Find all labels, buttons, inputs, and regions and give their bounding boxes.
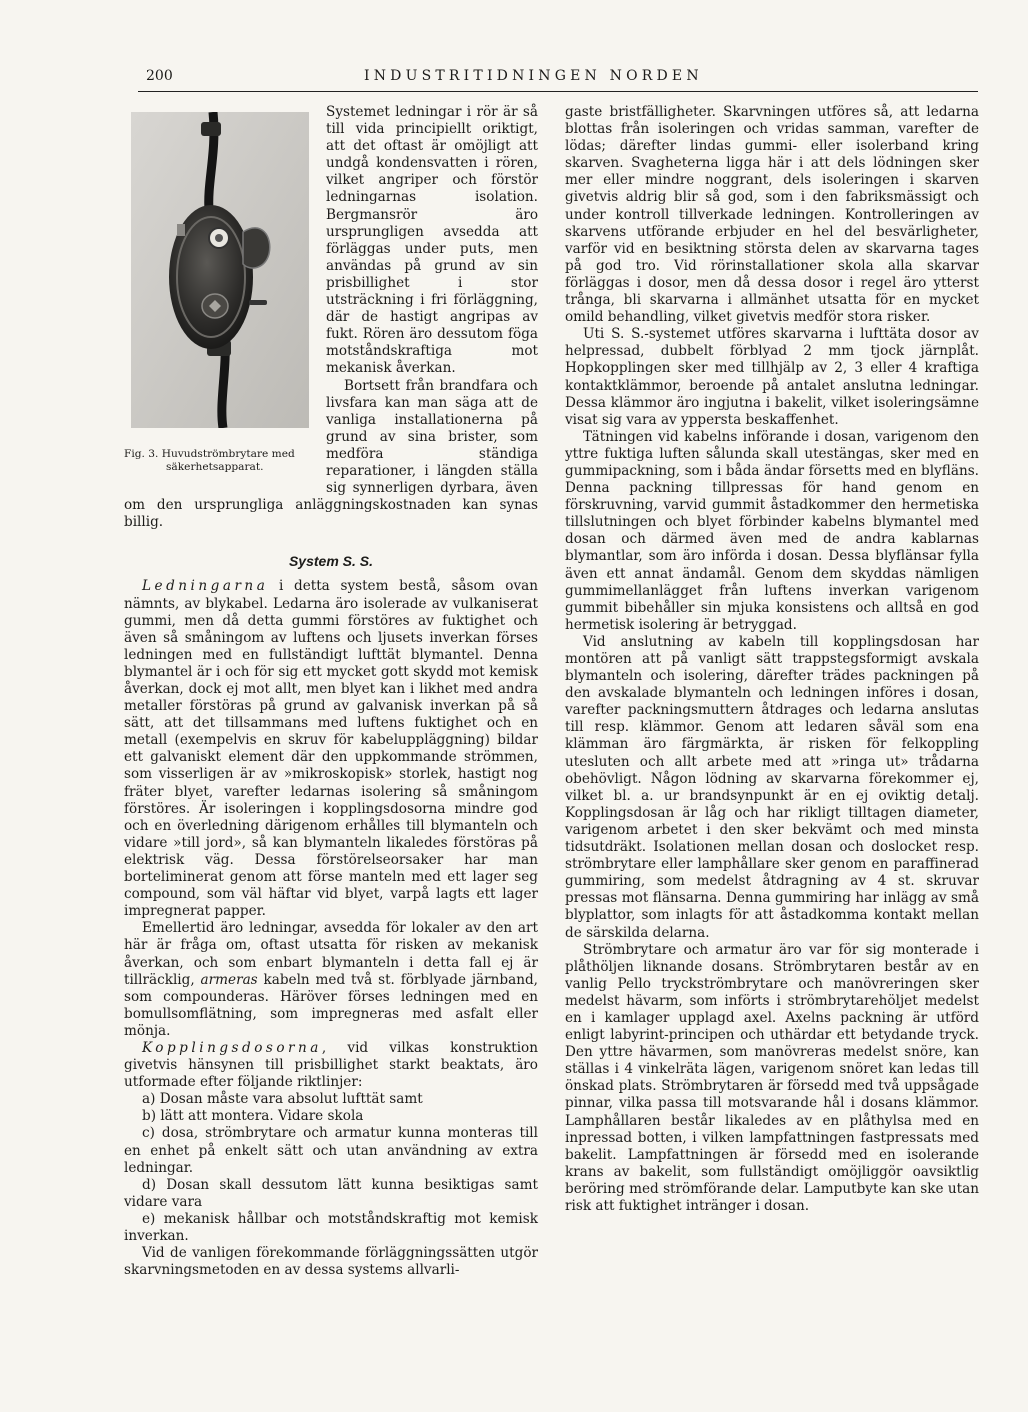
- paragraph: Systemet ledningar i rör är så till vida principiellt oriktigt, att det oftast är omöjligt att undgå kondensvatten i rören, vilket angriper och förstör ledningarnas isolation. Bergmansrör äro ursprungligen avsedda att förläggas under puts, men användas på grund av sin prisbillighet i stor utsträckning i fri förläggning, där de hastigt angripas av fukt. Rören äro dessutom föga motståndskraftiga mot mekanisk åverkan.: [326, 104, 538, 377]
- list-item: a) Dosan måste vara absolut lufttät samt: [142, 1091, 423, 1108]
- paragraph: [124, 578, 538, 920]
- paragraph: Vid de vanligen förekommande förläggningssätten utgör skarvningsmetoden en av dessa systems allvarli-: [124, 1245, 538, 1279]
- page-number: 200: [146, 68, 173, 84]
- paragraph-text: , vid vilkas konstruktion givetvis hänsynen till prisbillighet starkt beaktats, äro utformade efter följande riktlinjer:: [124, 1039, 538, 1091]
- paragraph-text: kabeln med två st. förblyade järnband, som compounderas. Häröver förses ledningen med en bomullsomflätning, som impregneras med asfalt eller mönja.: [124, 971, 539, 1039]
- paragraph: [124, 1040, 538, 1091]
- paragraph: Vid anslutning av kabeln till kopplingsdosan har montören att på vanligt sätt trappstegsformigt avskala blymanteln och isolering, därefter trädes packningen på den avskalade blymanteln och ledningen införes i dosan, varefter packningsmuttern åtdrages och ledarna anslutas till resp. klämmor. Genom att ledaren såväl som ena klämman äro färgmärkta, är risken för felkoppling utesluten och allt arbete med att »ringa ut» trådarna obehövligt. Någon lödning av skarvarna förekommer ej, vilket bl. a. ur brandsynpunkt är en ej oviktig detalj. Kopplingsdosan är låg och har rikligt tilltagen diameter, varigenom arbetet i den sker bekvämt och med minsta tidsutdräkt. Isolationen mellan dosan och doslocket resp. strömbrytare eller lamphållare sker genom en paraffinerad gummiring, som medelst åtdragning av 4 st. skruvar pressas mot flänsarna. Denna gummiring har inlägg av små blyplattor, som inlagts för att åstadkomma kontakt mellan de särskilda delarna.: [565, 633, 979, 941]
- paragraph: Tätningen vid kabelns införande i dosan, varigenom den yttre fuktiga luften sålunda skall utestängas, sker med en gummipackning, som i båda ändar försetts med en blyfläns. Denna packning tillpressas för hand genom en förskruvning, varvid gummit åstadkommer den hermetiska tillslutningen och blyet förbinder kabelns blymantel med dosan och därmed även med de andra kablarnas blymantlar, som äro införda i dosan. Dessa blyflänsar fylla även ett annat ändamål. Genom dem skyddas nämligen gummimellanlägget från luftens inverkan varigenom gummit bibehåller sin mjuka konsistens och alltså en god hermetisk isolering är betryggad.: [565, 428, 979, 633]
- caption-line-2: säkerhetsapparat.: [166, 461, 264, 473]
- paragraph: Uti S. S.-systemet utföres skarvarna i lufttäta dosor av helpressad, dubbelt förblyad 2 mm tjock järnplåt. Hopkopplingen sker med tillhjälp av 2, 3 eller 4 kraftiga kontaktklämmor, beroende på antalet anslutna ledningar. Dessa klämmor äro ingjutna i bakelit, vilket isoleringsämne visat sig vara av yppersta beskaffenhet.: [565, 326, 979, 428]
- paragraph: Bortsett från brandfara och livsfara kan man säga att de vanliga installationerna på grund av sina brister, som medföra ständiga reparationer, i längden ställa sig synnerligen dyrbara, även om den ursprungliga anläggningskostnaden kan synas billig.: [124, 377, 538, 531]
- paragraph-text: Emellertid äro ledningar, avsedda för lokaler av den art här är fråga om, oftast utsatta för risken av mekanisk åverkan, och som enbart blymanteln i detta fall ej är tillräcklig,: [124, 920, 538, 988]
- list-item: c) dosa, strömbrytare och armatur kunna monteras till en enhet på enkelt sätt och utan användning av extra ledningar.: [124, 1125, 538, 1176]
- list-item: b) lätt att montera. Vidare skola: [142, 1108, 364, 1125]
- lead-term: Kopplingsdosorna: [142, 1039, 322, 1056]
- lead-term: Ledningarna: [142, 578, 269, 595]
- journal-title: INDUSTRITIDNINGEN NORDEN: [364, 68, 703, 84]
- paragraph-text: i detta system bestå, såsom ovan nämnts, av blykabel. Ledarna äro isolerade av vulkaniserat gummi, men då detta gummi förstöres av fuktighet och även så småningom av luftens och ljusets inverkan förses ledningen med en fullständigt lufttät blymantel. Denna blymantel är i och för sig ett mycket gott skydd mot kemisk åverkan, dock ej mot allt, men blyet kan i likhet med andra metaller förstöras på grund av galvanisk inverkan på så sätt, att det tillsammans med luftens fuktighet och en metall (exempelvis en skruv för kabeluppläggning) bildar ett galvaniskt element där den uppkommande strömmen, som visserligen är av »mikroskopisk» storlek, hastigt nog fräter blyet, varefter ledarnas isolering så småningom förstöres. Är isoleringen i kopplingsdosorna mindre god och en överledning därigenom erhålles till blymanteln och vidare »till jord», så kan blymanteln likaledes förstöras på elektrisk väg. Dessa förstörelseorsaker har man borteliminerat genom att förse manteln med ett lager seg compound, som väl häftar vid blyet, varpå lagts ett lager impregnerat papper.: [124, 578, 538, 920]
- page-header: [138, 62, 978, 92]
- list-item: d) Dosan skall dessutom lätt kunna besiktigas samt vidare vara: [124, 1176, 538, 1210]
- section-heading: System S. S.: [288, 553, 374, 570]
- figure-3: [124, 104, 314, 496]
- left-column: [124, 104, 538, 1279]
- figure-caption: [124, 448, 308, 474]
- switch-photo: [131, 112, 309, 428]
- right-column: [565, 104, 979, 1215]
- paragraph: gaste bristfälligheter. Skarvningen utföres så, att ledarna blottas från isoleringen och vridas samman, varefter de lödas; därefter lindas gummi- eller isolerband kring skarven. Svagheterna ligga här i att dels lödningen sker mer eller mindre noggrant, dels isoleringen i skarven givetvis aldrig blir så god, som i den fabriksmässigt och under kontroll tillverkade ledningen. Kontrolleringen av skarvens utförande erbjuder en hel del besvärligheter, varför vid en besiktning största delen av skarvarna tages på god tro. Vid rörinstallationer skola alla skarvar förläggas i dosor, men då dessa dosor i regel äro ytterst trånga, bli skarvarna i allmänhet utsatta för en mycket omild behandling, vilket givetvis medför stora risker.: [565, 104, 979, 326]
- header-rule: [138, 91, 978, 92]
- caption-line-1: Fig. 3. Huvudströmbrytare med: [124, 448, 295, 460]
- paragraph: Strömbrytare och armatur äro var för sig monterade i plåthöljen liknande dosans. Strömbrytaren består av en vanlig Pello tryckströmbrytare och manövreringen sker medelst hävarm, som införts i strömbrytarehöljet medelst en i kamlager upplagd axel. Axelns packning är utförd enligt labyrint-principen och uthärdar ett betydande tryck. Den yttre hävarmen, som manövreras medelst snöre, kan ställas i 4 vinkelräta lägen, varigenom snöret kan ledas till önskad plats. Strömbrytaren är försedd med två uppsågade pinnar, vilka passa till motsvarande hål i dosans klämmor. Lamphållaren består likaledes av en plåthylsa med en inpressad botten, i vilken lampfattningen fastpressats med bakelit. Lampfattningen är försedd med en isolerande krans av bakelit, som fullständigt omöjliggör oavsiktlig beröring med strömförande delar. Lamputbyte kan ske utan risk att fuktighet intränger i dosan.: [565, 941, 979, 1214]
- emphasis: armeras: [200, 971, 258, 988]
- list-item: e) mekanisk hållbar och motståndskraftig mot kemisk inverkan.: [124, 1210, 538, 1244]
- paragraph: [124, 920, 538, 1040]
